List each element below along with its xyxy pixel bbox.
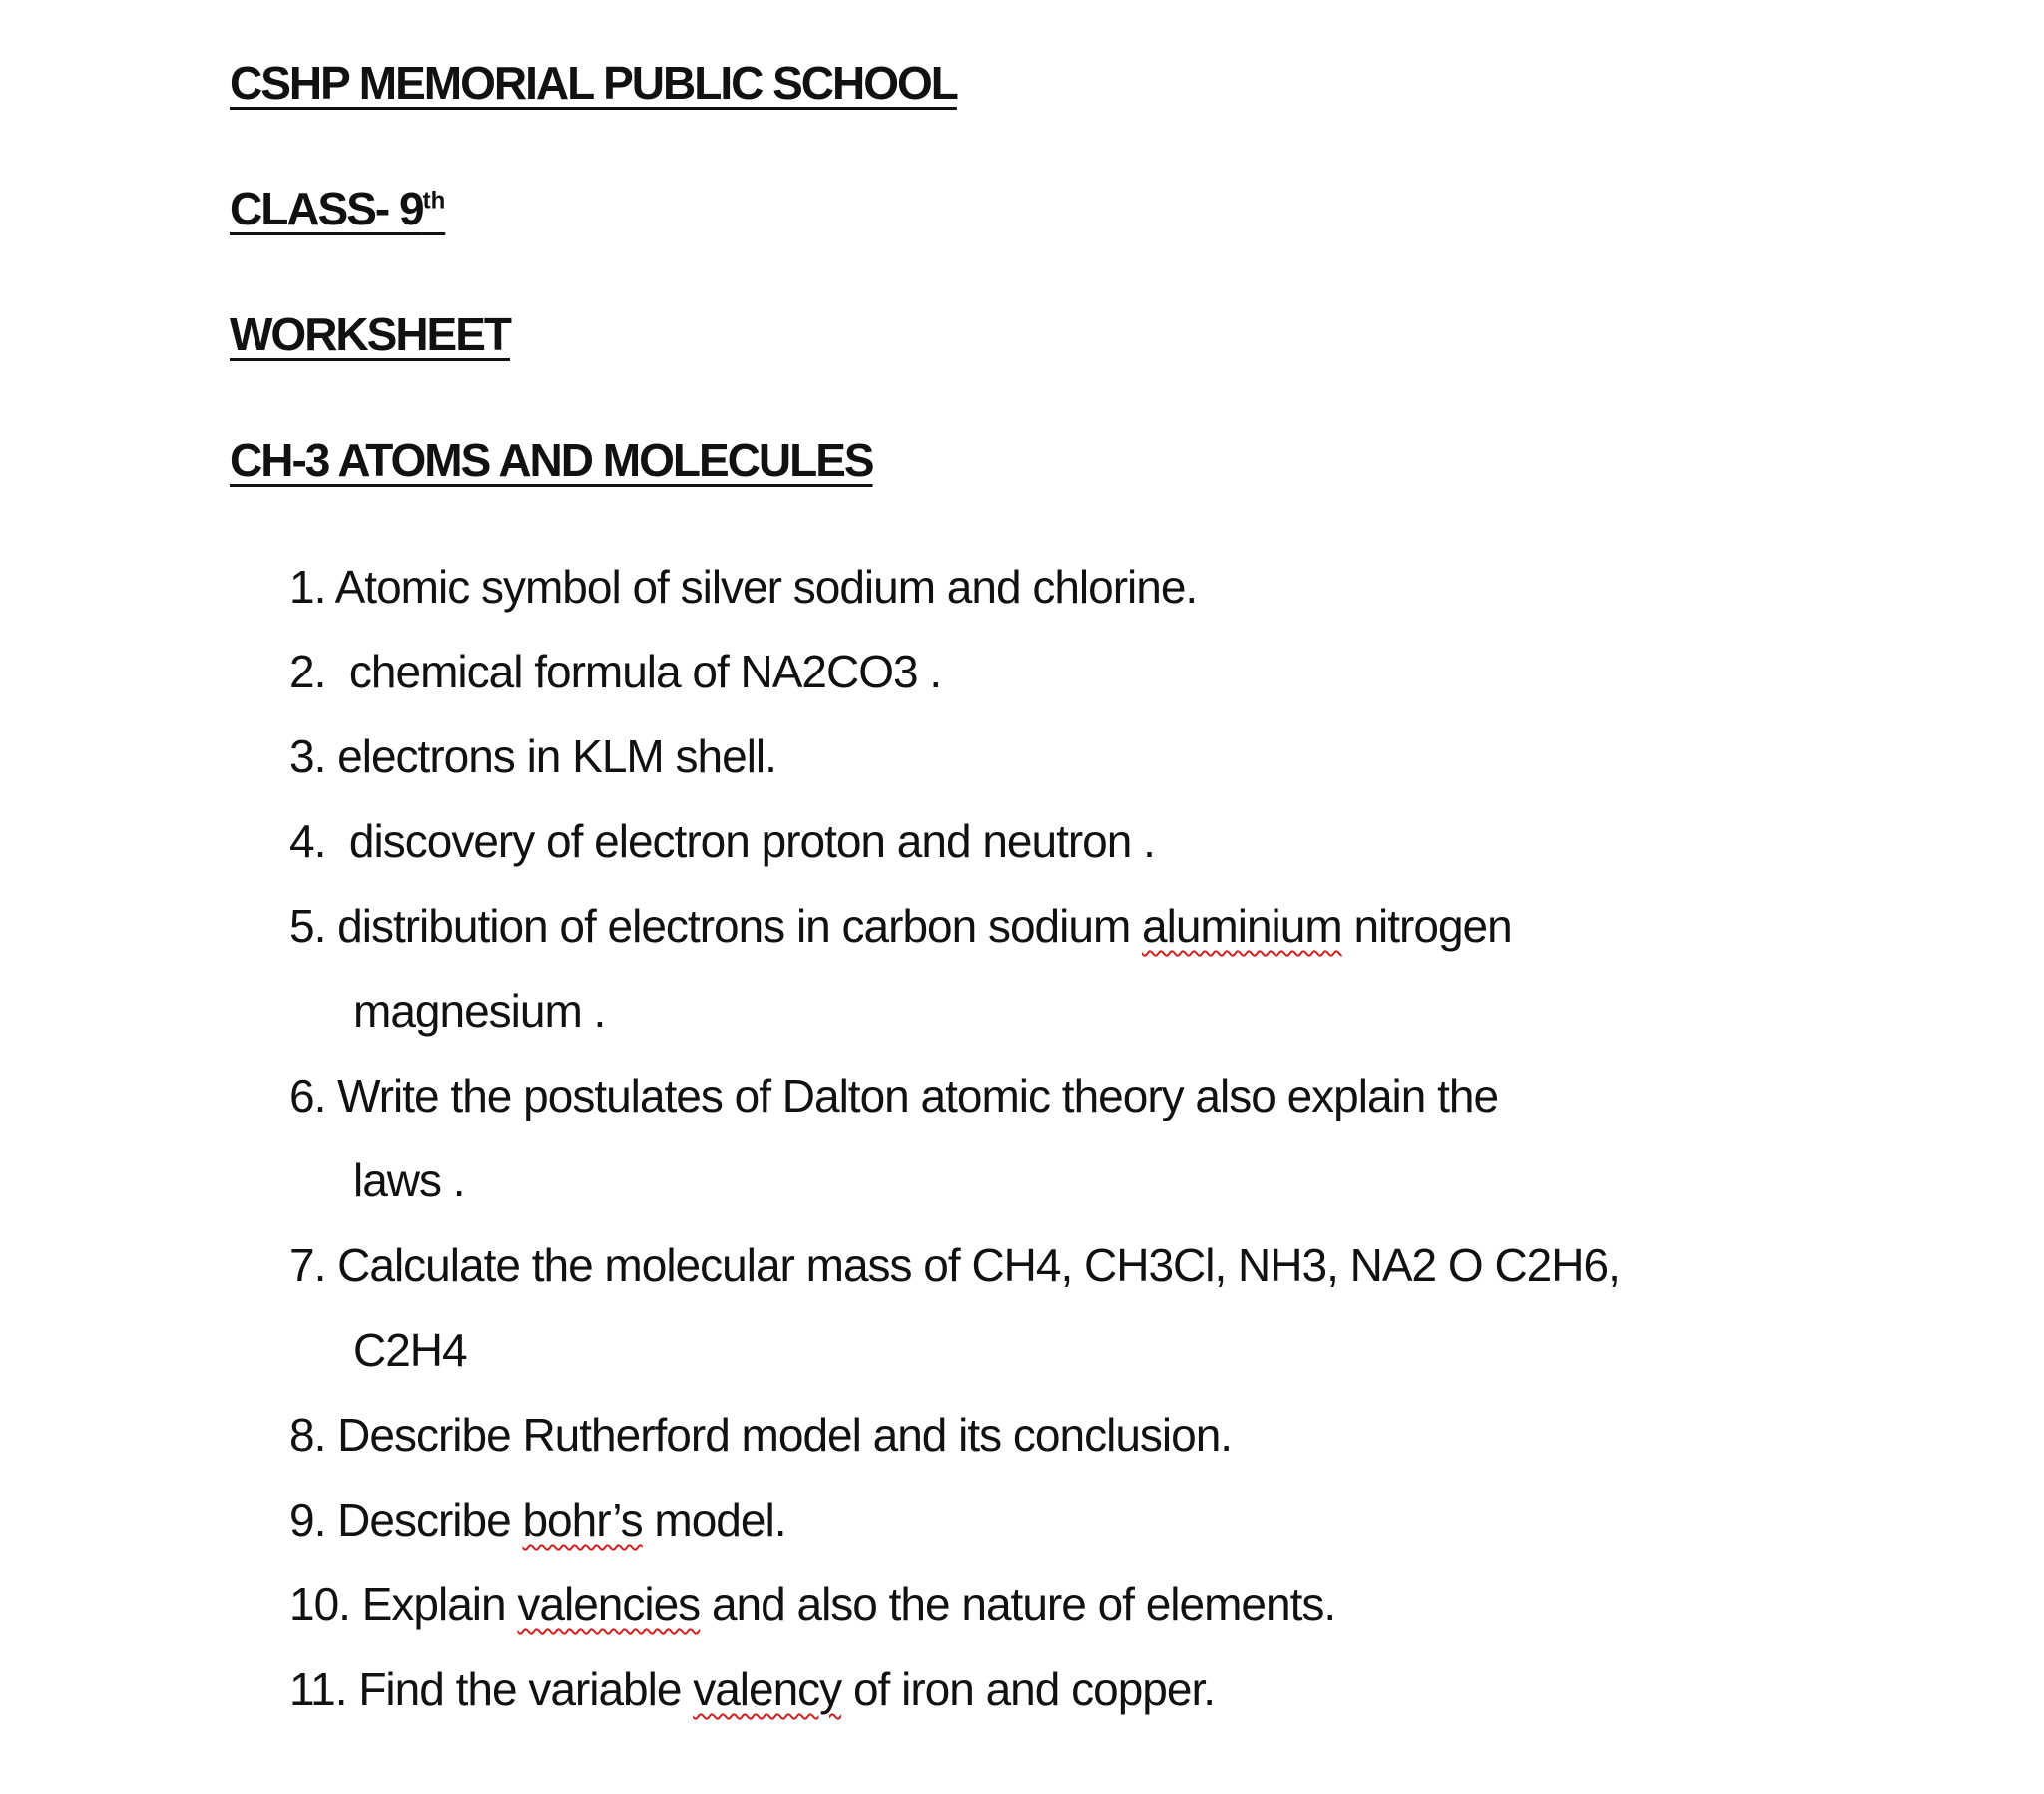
question-text-continued: laws . [353,1154,465,1206]
class-label: CLASS- 9 [230,183,423,234]
question-6-continuation [353,1154,465,1206]
question-2 [289,646,942,697]
spellcheck-flagged-word: bohr’s [522,1494,643,1546]
question-text-pre: Explain [361,1578,518,1630]
spellcheck-flagged-word: valencies [517,1578,701,1630]
question-text-continued: C2H4 [353,1324,467,1376]
school-name-text: CSHP MEMORIAL PUBLIC SCHOOL [230,57,957,109]
chapter-title: CH-3 ATOMS AND MOLECULES [230,434,873,486]
question-number: 11. [289,1663,347,1715]
question-number: 8. [289,1409,326,1461]
question-number: 4. [289,815,326,867]
question-text: chemical formula of NA2CO3 . [337,646,942,697]
worksheet-heading [230,308,510,360]
question-text: Write the postulates of Dalton atomic theory also explain the [337,1070,1499,1121]
question-11 [289,1663,1216,1715]
class-heading [230,183,446,234]
question-text-post: model. [642,1494,786,1546]
question-text-post: of iron and copper. [841,1663,1216,1715]
question-number: 6. [289,1070,326,1121]
question-10 [289,1578,1336,1630]
spellcheck-flagged-word: valency [693,1663,842,1715]
question-text-pre: distribution of electrons in carbon sodium [337,900,1143,952]
question-text: Atomic symbol of silver sodium and chlorine. [334,561,1198,613]
question-9 [289,1494,786,1546]
question-number: 10. [289,1578,350,1630]
question-number: 2. [289,646,326,697]
question-text-continued: magnesium . [353,985,606,1037]
question-3 [289,730,776,782]
spellcheck-flagged-word: aluminium [1142,900,1342,952]
question-text-post: and also the nature of elements. [700,1578,1336,1630]
chapter-heading [230,434,873,486]
question-text: Describe Rutherford model and its conclusion. [337,1409,1233,1461]
question-4 [289,815,1155,867]
question-text: electrons in KLM shell. [337,730,776,782]
school-name [230,57,957,109]
question-1 [289,561,1198,613]
question-number: 3. [289,730,326,782]
question-7-continuation [353,1324,467,1376]
class-suffix: th [422,187,446,215]
question-text: discovery of electron proton and neutron . [337,815,1155,867]
worksheet-label: WORKSHEET [230,308,510,360]
question-5-continuation [353,985,606,1037]
question-text-pre: Find the variable [358,1663,694,1715]
question-text-pre: Describe [337,1494,523,1546]
question-text: Calculate the molecular mass of CH4, CH3Cl, NH3, NA2 O C2H6, [337,1239,1620,1291]
question-8 [289,1409,1233,1461]
question-6 [289,1070,1499,1121]
question-number: 1. [289,561,326,613]
question-5 [289,900,1512,952]
question-number: 5. [289,900,326,952]
question-text-post: nitrogen [1341,900,1512,952]
question-number: 7. [289,1239,326,1291]
question-7 [289,1239,1620,1291]
question-number: 9. [289,1494,326,1546]
